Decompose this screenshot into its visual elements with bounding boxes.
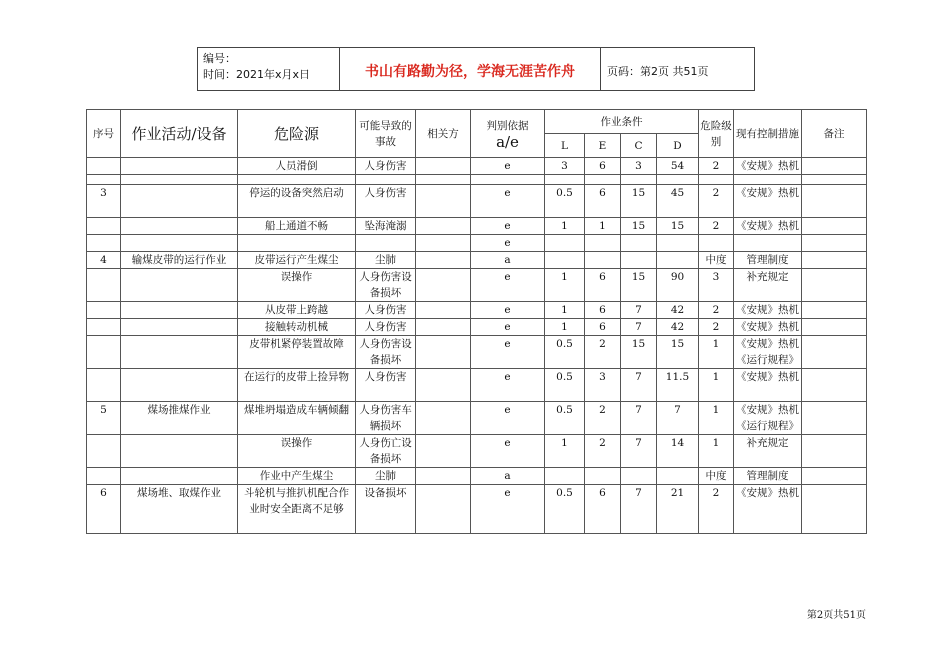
cell-seq: [87, 336, 121, 369]
table-row: [87, 435, 867, 468]
cell-basis: e: [471, 485, 545, 534]
cell-accident: 人身伤害设备损坏: [356, 269, 416, 302]
cell-accident: 人身伤害: [356, 319, 416, 336]
table-row: [87, 302, 867, 319]
cell-seq: 6: [87, 485, 121, 534]
cell-control: 补充规定: [734, 269, 802, 302]
cell-accident: 人身伤亡设备损坏: [356, 435, 416, 468]
header-remark: 备注: [802, 110, 867, 158]
cell-hazard: 作业中产生煤尘: [238, 468, 356, 485]
cell-party: [416, 302, 471, 319]
cell-activity: [121, 158, 238, 175]
header-accident: 可能导致的事故: [356, 110, 416, 158]
header-conditions: 作业条件: [545, 110, 699, 134]
cell-party: [416, 485, 471, 534]
header-activity: 作业活动/设备: [121, 110, 238, 158]
cell-remark: [802, 485, 867, 534]
cell-L: [545, 468, 585, 485]
cell-control: 《安规》热机: [734, 485, 802, 534]
cell-L: [545, 252, 585, 269]
cell-party: [416, 468, 471, 485]
cell-D: 15: [657, 218, 699, 235]
spacer-cell: [802, 175, 867, 185]
cell-E: 6: [585, 158, 621, 175]
table-row: [87, 468, 867, 485]
cell-basis: e: [471, 302, 545, 319]
spacer-cell: [416, 175, 471, 185]
cell-party: [416, 185, 471, 218]
table-row: [87, 402, 867, 435]
cell-level: [699, 235, 734, 252]
cell-L: 3: [545, 158, 585, 175]
cell-E: 2: [585, 336, 621, 369]
motto-text: 书山有路勤为径，学海无涯苦作舟: [365, 64, 575, 80]
cell-remark: [802, 468, 867, 485]
cell-control: 《安规》热机《运行规程》: [734, 336, 802, 369]
cell-hazard: 煤堆坍塌造成车辆倾翻: [238, 402, 356, 435]
cell-activity: [121, 269, 238, 302]
cell-L: 0.5: [545, 402, 585, 435]
cell-C: 15: [621, 185, 657, 218]
cell-remark: [802, 402, 867, 435]
cell-basis: e: [471, 218, 545, 235]
page-info: 页码：第2页 共51页: [607, 65, 709, 78]
spacer-cell: [238, 175, 356, 185]
cell-C: [621, 468, 657, 485]
cell-seq: [87, 235, 121, 252]
cell-accident: 设备损坏: [356, 485, 416, 534]
cell-party: [416, 319, 471, 336]
cell-D: 7: [657, 402, 699, 435]
document-header: [197, 47, 755, 91]
cell-C: 3: [621, 158, 657, 175]
cell-remark: [802, 269, 867, 302]
cell-L: 0.5: [545, 185, 585, 218]
cell-control: 管理制度: [734, 252, 802, 269]
header-party: 相关方: [416, 110, 471, 158]
cell-activity: [121, 336, 238, 369]
cell-level: 1: [699, 369, 734, 402]
cell-party: [416, 252, 471, 269]
spacer-cell: [471, 175, 545, 185]
cell-L: 1: [545, 269, 585, 302]
cell-control: 《安规》热机: [734, 158, 802, 175]
cell-level: 2: [699, 302, 734, 319]
cell-C: 7: [621, 319, 657, 336]
cell-level: 2: [699, 485, 734, 534]
cell-seq: 4: [87, 252, 121, 269]
cell-party: [416, 218, 471, 235]
cell-remark: [802, 158, 867, 175]
table-row: [87, 485, 867, 534]
cell-control: 《安规》热机《运行规程》: [734, 402, 802, 435]
number-label: 编号：: [203, 52, 236, 65]
header-left-cell: [198, 48, 339, 90]
cell-activity: [121, 369, 238, 402]
table-row: [87, 319, 867, 336]
cell-D: 90: [657, 269, 699, 302]
cell-activity: [121, 435, 238, 468]
cell-remark: [802, 185, 867, 218]
cell-control: 《安规》热机: [734, 185, 802, 218]
cell-D: 21: [657, 485, 699, 534]
cell-party: [416, 158, 471, 175]
cell-E: 6: [585, 319, 621, 336]
cell-E: 2: [585, 402, 621, 435]
cell-E: 6: [585, 185, 621, 218]
cell-L: 0.5: [545, 369, 585, 402]
cell-C: 15: [621, 269, 657, 302]
spacer-cell: [356, 175, 416, 185]
cell-seq: [87, 369, 121, 402]
cell-seq: 3: [87, 185, 121, 218]
cell-basis: e: [471, 158, 545, 175]
cell-hazard: 斗轮机与推扒机配合作业时安全距离不足够: [238, 485, 356, 534]
table-row: [87, 185, 867, 218]
cell-control: 补充规定: [734, 435, 802, 468]
spacer-cell: [545, 175, 585, 185]
cell-level: 中度: [699, 252, 734, 269]
cell-L: 0.5: [545, 336, 585, 369]
header-L: L: [545, 134, 585, 158]
cell-hazard: 误操作: [238, 435, 356, 468]
table-body: [87, 158, 867, 534]
cell-D: [657, 252, 699, 269]
cell-activity: [121, 468, 238, 485]
cell-control: [734, 235, 802, 252]
cell-level: 1: [699, 336, 734, 369]
cell-L: 0.5: [545, 485, 585, 534]
cell-activity: [121, 218, 238, 235]
cell-control: 《安规》热机: [734, 319, 802, 336]
header-motto-cell: [339, 48, 601, 90]
cell-D: [657, 235, 699, 252]
cell-C: 15: [621, 218, 657, 235]
spacer-cell: [87, 175, 121, 185]
cell-L: 1: [545, 435, 585, 468]
cell-basis: e: [471, 435, 545, 468]
cell-E: 2: [585, 435, 621, 468]
cell-remark: [802, 435, 867, 468]
cell-party: [416, 435, 471, 468]
cell-seq: [87, 218, 121, 235]
cell-seq: [87, 158, 121, 175]
cell-party: [416, 235, 471, 252]
cell-basis: e: [471, 336, 545, 369]
cell-level: 1: [699, 402, 734, 435]
cell-hazard: 从皮带上跨越: [238, 302, 356, 319]
cell-D: 42: [657, 302, 699, 319]
cell-L: 1: [545, 302, 585, 319]
cell-D: [657, 468, 699, 485]
cell-accident: 尘肺: [356, 468, 416, 485]
cell-accident: [356, 235, 416, 252]
cell-C: 7: [621, 369, 657, 402]
cell-remark: [802, 302, 867, 319]
cell-party: [416, 269, 471, 302]
page-footer: 第2页共51页: [806, 610, 866, 621]
cell-C: 7: [621, 302, 657, 319]
header-E: E: [585, 134, 621, 158]
cell-activity: [121, 319, 238, 336]
cell-activity: 输煤皮带的运行作业: [121, 252, 238, 269]
cell-hazard: 在运行的皮带上捡异物: [238, 369, 356, 402]
cell-basis: e: [471, 402, 545, 435]
table-row: [87, 218, 867, 235]
cell-party: [416, 336, 471, 369]
cell-activity: [121, 185, 238, 218]
table-row: [87, 158, 867, 175]
cell-basis: e: [471, 369, 545, 402]
cell-C: [621, 235, 657, 252]
spacer-cell: [121, 175, 238, 185]
spacer-cell: [657, 175, 699, 185]
cell-E: [585, 468, 621, 485]
cell-remark: [802, 218, 867, 235]
cell-hazard: 接触转动机械: [238, 319, 356, 336]
cell-remark: [802, 336, 867, 369]
cell-E: 1: [585, 218, 621, 235]
cell-basis: e: [471, 319, 545, 336]
cell-level: 2: [699, 185, 734, 218]
cell-basis: a: [471, 252, 545, 269]
cell-control: 《安规》热机: [734, 218, 802, 235]
cell-accident: 人身伤害车辆损坏: [356, 402, 416, 435]
header-seq: 序号: [87, 110, 121, 158]
cell-E: [585, 252, 621, 269]
cell-control: 《安规》热机: [734, 302, 802, 319]
cell-C: [621, 252, 657, 269]
cell-E: 3: [585, 369, 621, 402]
cell-C: 7: [621, 485, 657, 534]
cell-level: 2: [699, 218, 734, 235]
cell-hazard: [238, 235, 356, 252]
spacer-cell: [621, 175, 657, 185]
cell-C: 15: [621, 336, 657, 369]
cell-seq: [87, 435, 121, 468]
cell-seq: [87, 269, 121, 302]
cell-remark: [802, 235, 867, 252]
cell-D: 14: [657, 435, 699, 468]
cell-basis: a: [471, 468, 545, 485]
cell-remark: [802, 252, 867, 269]
table-row: [87, 336, 867, 369]
cell-E: 6: [585, 269, 621, 302]
header-C: C: [621, 134, 657, 158]
time-label: 时间：2021年x月x日: [203, 68, 311, 81]
cell-hazard: 皮带运行产生煤尘: [238, 252, 356, 269]
cell-hazard: 误操作: [238, 269, 356, 302]
cell-E: 6: [585, 485, 621, 534]
cell-level: 3: [699, 269, 734, 302]
hazard-table: [86, 109, 867, 534]
cell-accident: 坠海淹溺: [356, 218, 416, 235]
table-row: [87, 269, 867, 302]
cell-accident: 人身伤害: [356, 158, 416, 175]
table-row: [87, 369, 867, 402]
cell-C: 7: [621, 435, 657, 468]
cell-L: [545, 235, 585, 252]
cell-party: [416, 402, 471, 435]
cell-D: 11.5: [657, 369, 699, 402]
cell-accident: 人身伤害: [356, 185, 416, 218]
cell-basis: e: [471, 185, 545, 218]
cell-seq: 5: [87, 402, 121, 435]
cell-level: 2: [699, 158, 734, 175]
cell-level: 中度: [699, 468, 734, 485]
cell-level: 2: [699, 319, 734, 336]
table-row: [87, 235, 867, 252]
cell-E: [585, 235, 621, 252]
table-spacer-row: [87, 175, 867, 185]
header-hazard: 危险源: [238, 110, 356, 158]
spacer-cell: [585, 175, 621, 185]
cell-seq: [87, 319, 121, 336]
cell-party: [416, 369, 471, 402]
cell-activity: 煤场推煤作业: [121, 402, 238, 435]
cell-remark: [802, 369, 867, 402]
cell-accident: 人身伤害设备损坏: [356, 336, 416, 369]
cell-D: 15: [657, 336, 699, 369]
cell-control: 管理制度: [734, 468, 802, 485]
spacer-cell: [734, 175, 802, 185]
header-right-cell: [601, 48, 754, 90]
header-control: 现有控制措施: [734, 110, 802, 158]
cell-activity: 煤场堆、取煤作业: [121, 485, 238, 534]
cell-basis: e: [471, 235, 545, 252]
cell-hazard: 人员滑倒: [238, 158, 356, 175]
cell-accident: 人身伤害: [356, 302, 416, 319]
cell-level: 1: [699, 435, 734, 468]
spacer-cell: [699, 175, 734, 185]
cell-hazard: 停运的设备突然启动: [238, 185, 356, 218]
cell-L: 1: [545, 319, 585, 336]
cell-accident: 人身伤害: [356, 369, 416, 402]
cell-activity: [121, 302, 238, 319]
cell-E: 6: [585, 302, 621, 319]
cell-remark: [802, 319, 867, 336]
cell-D: 45: [657, 185, 699, 218]
header-basis-top: 判别依据: [486, 119, 529, 132]
cell-L: 1: [545, 218, 585, 235]
cell-D: 54: [657, 158, 699, 175]
cell-seq: [87, 468, 121, 485]
cell-hazard: 船上通道不畅: [238, 218, 356, 235]
header-D: D: [657, 134, 699, 158]
header-basis: [471, 110, 545, 158]
cell-basis: e: [471, 269, 545, 302]
header-level: 危险级别: [699, 110, 734, 158]
cell-activity: [121, 235, 238, 252]
header-basis-bottom: a/e: [496, 132, 519, 151]
cell-seq: [87, 302, 121, 319]
cell-C: 7: [621, 402, 657, 435]
cell-accident: 尘肺: [356, 252, 416, 269]
cell-D: 42: [657, 319, 699, 336]
cell-hazard: 皮带机紧停装置故障: [238, 336, 356, 369]
table-row: [87, 252, 867, 269]
cell-control: 《安规》热机: [734, 369, 802, 402]
